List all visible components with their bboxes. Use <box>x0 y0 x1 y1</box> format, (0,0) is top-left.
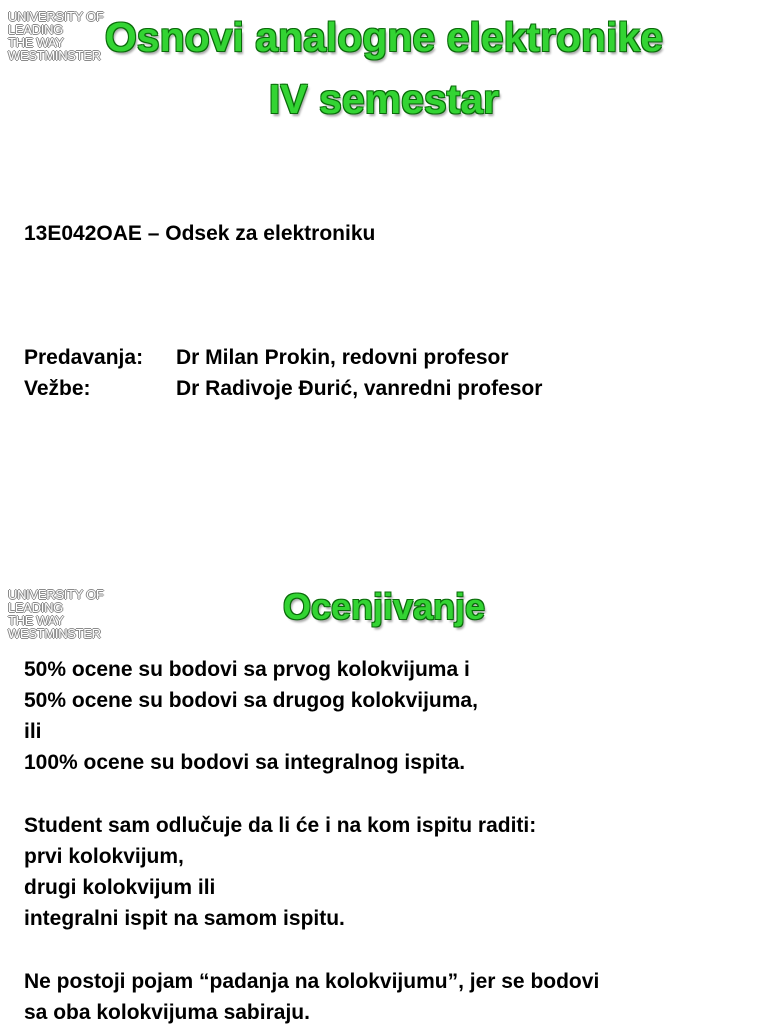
text-line: Ne postoji pojam “padanja na kolokvijumu”, jer se bodovi <box>24 970 600 993</box>
paragraph-choice <box>24 810 599 934</box>
exercises-value: Dr Radivoje Đurić, vanredni profesor <box>176 377 543 400</box>
logo-line: LEADING <box>8 22 63 37</box>
text-line: sa oba kolokvijuma sabiraju. <box>24 1001 310 1024</box>
lectures-row <box>24 342 542 373</box>
staff-block <box>24 342 542 404</box>
paragraph-weights <box>24 654 599 778</box>
text-line: ili <box>24 720 42 743</box>
lectures-label: Predavanja: <box>24 346 144 369</box>
paragraph-gap <box>24 934 599 966</box>
text-line: prvi kolokvijum, <box>24 845 184 868</box>
text-line: Student sam odlučuje da li će i na kom ispitu raditi: <box>24 814 537 837</box>
paragraph-note <box>24 966 599 1024</box>
text-line: integralni ispit na samom ispitu. <box>24 907 345 930</box>
logo-line: LEADING <box>8 600 63 615</box>
exercises-row <box>24 373 542 404</box>
logo-line: WESTMINSTER <box>8 626 101 641</box>
text-line: 100% ocene su bodovi sa integralnog ispita. <box>24 751 466 774</box>
slide-title: Ocenjivanje <box>282 586 486 627</box>
lectures-value: Dr Milan Prokin, redovni profesor <box>176 346 509 369</box>
text-line: 50% ocene su bodovi sa drugog kolokvijuma, <box>24 689 478 712</box>
logo-line: WESTMINSTER <box>8 48 101 63</box>
slide-2 <box>0 512 768 1024</box>
course-code-line: 13E042OAE – Odsek za elektroniku <box>24 222 376 245</box>
logo-line: UNIVERSITY OF <box>8 587 104 602</box>
logo-line: UNIVERSITY OF <box>8 9 104 24</box>
slide-title-line-1: Osnovi analogne elektronike <box>104 14 664 60</box>
grading-text <box>24 654 599 1024</box>
logo-line: THE WAY <box>8 613 64 628</box>
text-line: 50% ocene su bodovi sa prvog kolokvijuma i <box>24 658 470 681</box>
text-line: drugi kolokvijum ili <box>24 876 216 899</box>
logo-line: THE WAY <box>8 35 64 50</box>
exercises-label: Vežbe: <box>24 377 91 400</box>
slide-title-line-2: IV semestar <box>268 76 500 122</box>
paragraph-gap <box>24 778 599 810</box>
